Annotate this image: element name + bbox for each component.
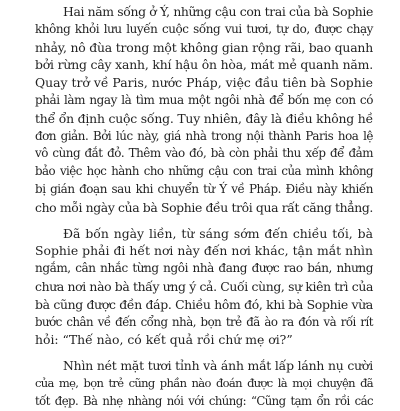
paragraph-gap bbox=[35, 349, 373, 357]
text-line: bị gián đoạn sau khi chuyển từ Ý về Pháp. Điều này khiến bbox=[35, 181, 373, 196]
text-line: ngắm, cân nhắc từng ngôi nhà đang được rao bán, nhưng bbox=[35, 261, 373, 276]
text-line: không khỏi lưu luyến cuộc sống vui tươi, tự do, được chạy bbox=[35, 21, 373, 36]
text-line: tốt đẹp. Bà nhẹ nhàng nói với chúng: “Cũng tạm ổn rồi các bbox=[35, 393, 373, 408]
paragraph-1 bbox=[35, 3, 373, 217]
text-line: bởi rừng cây xanh, khí hậu ôn hòa, mát mẻ quanh năm. bbox=[35, 57, 373, 73]
text-line: bảo việc học hành cho những cậu con trai của mình không bbox=[35, 164, 373, 179]
text-line: Quay trở về Paris, nước Pháp, việc đầu tiên bà Sophie bbox=[35, 75, 373, 91]
text-line: đơn giản. Bởi lúc này, giá nhà trong nội thành Paris hoa lệ bbox=[35, 128, 373, 143]
paragraph-gap bbox=[35, 217, 373, 225]
paragraph-2 bbox=[35, 225, 373, 350]
text-line: Đã bốn ngày liền, từ sáng sớm đến chiều tối, bà bbox=[63, 225, 373, 241]
text-line: phải làm ngay là tìm mua một ngôi nhà để bốn mẹ con có bbox=[35, 92, 373, 107]
text-line: cho mỗi ngày của bà Sophie đều trôi qua rất căng thẳng. bbox=[35, 199, 373, 215]
text-line: hỏi: “Thế nào, có kết quả rồi chứ mẹ ơi?” bbox=[35, 332, 293, 348]
text-line: bước chân về đến cổng nhà, bọn trẻ đã ào ra đón và rối rít bbox=[35, 314, 373, 329]
paragraph-3 bbox=[35, 357, 373, 410]
text-line: nhảy, nô đùa trong một không gian rộng rãi, bao quanh bbox=[35, 39, 373, 55]
text-line: chưa nơi nào bà thấy ưng ý cả. Cuối cùng, sự kiên trì của bbox=[35, 278, 373, 294]
text-line: vô cùng đắt đỏ. Thêm vào đó, bà còn phải thu xếp để đảm bbox=[35, 146, 373, 161]
body-text bbox=[35, 3, 373, 411]
text-line: thể ổn định cuộc sống. Tuy nhiên, đây là điều không hề bbox=[35, 110, 373, 126]
text-line: Nhìn nét mặt tươi tỉnh và ánh mắt lấp lánh nụ cười bbox=[63, 358, 373, 374]
text-line: bà cũng được đền đáp. Chiều hôm đó, khi bà Sophie vừa bbox=[35, 296, 373, 312]
text-line: Hai năm sống ở Ý, những cậu con trai của bà Sophie bbox=[63, 4, 374, 19]
text-line: của mẹ, bọn trẻ cũng phần nào đoán được là mọi chuyện đã bbox=[35, 375, 373, 390]
text-line: Sophie phải đi hết nơi này đến nơi khác, tận mắt nhìn bbox=[35, 243, 373, 259]
